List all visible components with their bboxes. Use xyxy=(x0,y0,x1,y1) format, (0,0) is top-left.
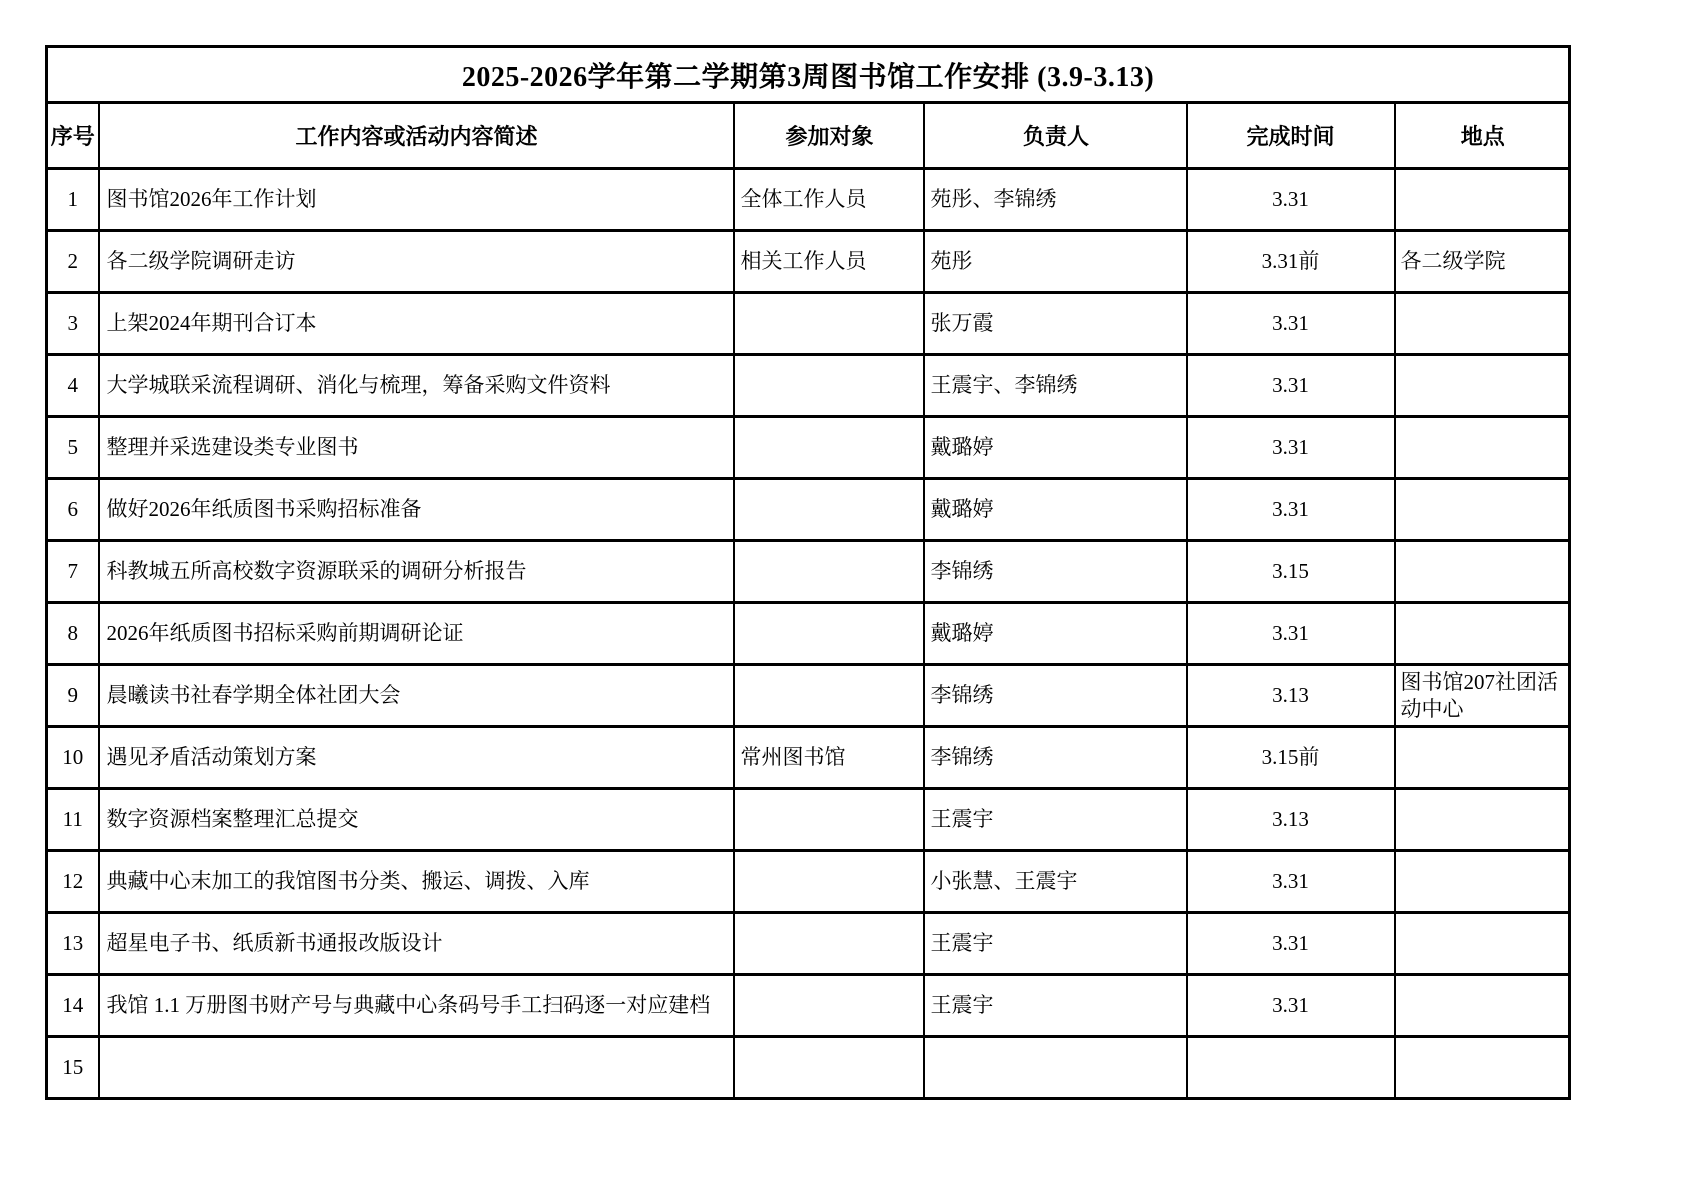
cell-location xyxy=(1395,417,1570,479)
cell-person-in-charge: 王震宇 xyxy=(924,975,1187,1037)
header-work-content: 工作内容或活动内容简述 xyxy=(99,103,734,169)
cell-participants: 相关工作人员 xyxy=(734,231,924,293)
table-row xyxy=(47,169,1570,231)
document-sheet xyxy=(45,45,1571,1100)
cell-location xyxy=(1395,727,1570,789)
cell-completion-time: 3.31 xyxy=(1187,913,1395,975)
cell-work-content: 遇见矛盾活动策划方案 xyxy=(99,727,734,789)
cell-seq-number: 3 xyxy=(47,293,99,355)
cell-completion-time: 3.31 xyxy=(1187,417,1395,479)
cell-work-content: 整理并采选建设类专业图书 xyxy=(99,417,734,479)
cell-completion-time: 3.31 xyxy=(1187,169,1395,231)
cell-participants xyxy=(734,355,924,417)
cell-person-in-charge: 王震宇、李锦绣 xyxy=(924,355,1187,417)
cell-completion-time: 3.31 xyxy=(1187,479,1395,541)
cell-location: 各二级学院 xyxy=(1395,231,1570,293)
cell-location xyxy=(1395,293,1570,355)
cell-work-content: 我馆 1.1 万册图书财产号与典藏中心条码号手工扫码逐一对应建档 xyxy=(99,975,734,1037)
cell-person-in-charge: 小张慧、王震宇 xyxy=(924,851,1187,913)
table-header-row xyxy=(47,103,1570,169)
cell-participants xyxy=(734,1037,924,1099)
table-row xyxy=(47,975,1570,1037)
cell-participants xyxy=(734,665,924,727)
cell-participants xyxy=(734,789,924,851)
table-row xyxy=(47,355,1570,417)
cell-participants xyxy=(734,479,924,541)
cell-location xyxy=(1395,789,1570,851)
cell-completion-time: 3.31 xyxy=(1187,355,1395,417)
table-row xyxy=(47,417,1570,479)
cell-participants xyxy=(734,541,924,603)
table-row xyxy=(47,665,1570,727)
cell-completion-time: 3.15 xyxy=(1187,541,1395,603)
cell-location xyxy=(1395,1037,1570,1099)
cell-work-content: 典藏中心末加工的我馆图书分类、搬运、调拨、入库 xyxy=(99,851,734,913)
cell-work-content: 上架2024年期刊合订本 xyxy=(99,293,734,355)
cell-seq-number: 8 xyxy=(47,603,99,665)
cell-completion-time: 3.31前 xyxy=(1187,231,1395,293)
cell-person-in-charge: 张万霞 xyxy=(924,293,1187,355)
header-completion-time: 完成时间 xyxy=(1187,103,1395,169)
cell-location xyxy=(1395,169,1570,231)
cell-completion-time: 3.13 xyxy=(1187,665,1395,727)
schedule-table xyxy=(45,45,1571,1100)
cell-participants: 常州图书馆 xyxy=(734,727,924,789)
table-row xyxy=(47,1037,1570,1099)
cell-person-in-charge: 王震宇 xyxy=(924,789,1187,851)
cell-person-in-charge: 苑彤 xyxy=(924,231,1187,293)
cell-seq-number: 12 xyxy=(47,851,99,913)
cell-person-in-charge: 戴璐婷 xyxy=(924,479,1187,541)
header-seq-number: 序号 xyxy=(47,103,99,169)
cell-location xyxy=(1395,851,1570,913)
cell-seq-number: 7 xyxy=(47,541,99,603)
page-title: 2025-2026学年第二学期第3周图书馆工作安排 (3.9-3.13) xyxy=(461,61,1155,93)
cell-seq-number: 5 xyxy=(47,417,99,479)
table-row xyxy=(47,851,1570,913)
title-cell xyxy=(47,47,1570,103)
cell-location xyxy=(1395,975,1570,1037)
cell-work-content: 数字资源档案整理汇总提交 xyxy=(99,789,734,851)
cell-seq-number: 6 xyxy=(47,479,99,541)
cell-completion-time: 3.31 xyxy=(1187,975,1395,1037)
cell-person-in-charge: 李锦绣 xyxy=(924,665,1187,727)
cell-completion-time: 3.31 xyxy=(1187,603,1395,665)
cell-work-content: 超星电子书、纸质新书通报改版设计 xyxy=(99,913,734,975)
cell-person-in-charge xyxy=(924,1037,1187,1099)
cell-participants: 全体工作人员 xyxy=(734,169,924,231)
cell-seq-number: 10 xyxy=(47,727,99,789)
cell-seq-number: 2 xyxy=(47,231,99,293)
cell-person-in-charge: 王震宇 xyxy=(924,913,1187,975)
cell-person-in-charge: 苑彤、李锦绣 xyxy=(924,169,1187,231)
cell-seq-number: 13 xyxy=(47,913,99,975)
cell-seq-number: 9 xyxy=(47,665,99,727)
cell-work-content xyxy=(99,1037,734,1099)
cell-completion-time: 3.31 xyxy=(1187,851,1395,913)
cell-person-in-charge: 戴璐婷 xyxy=(924,417,1187,479)
cell-person-in-charge: 戴璐婷 xyxy=(924,603,1187,665)
cell-work-content: 2026年纸质图书招标采购前期调研论证 xyxy=(99,603,734,665)
table-row xyxy=(47,727,1570,789)
table-row xyxy=(47,541,1570,603)
table-row xyxy=(47,479,1570,541)
cell-work-content: 图书馆2026年工作计划 xyxy=(99,169,734,231)
cell-participants xyxy=(734,851,924,913)
cell-location xyxy=(1395,479,1570,541)
cell-participants xyxy=(734,603,924,665)
cell-completion-time xyxy=(1187,1037,1395,1099)
cell-work-content: 做好2026年纸质图书采购招标准备 xyxy=(99,479,734,541)
table-row xyxy=(47,231,1570,293)
cell-work-content: 各二级学院调研走访 xyxy=(99,231,734,293)
cell-participants xyxy=(734,975,924,1037)
cell-seq-number: 4 xyxy=(47,355,99,417)
table-row xyxy=(47,913,1570,975)
cell-completion-time: 3.31 xyxy=(1187,293,1395,355)
cell-participants xyxy=(734,913,924,975)
header-person-in-charge: 负责人 xyxy=(924,103,1187,169)
table-row xyxy=(47,789,1570,851)
cell-location xyxy=(1395,603,1570,665)
cell-work-content: 晨曦读书社春学期全体社团大会 xyxy=(99,665,734,727)
cell-work-content: 大学城联采流程调研、消化与梳理，筹备采购文件资料 xyxy=(99,355,734,417)
cell-person-in-charge: 李锦绣 xyxy=(924,541,1187,603)
table-row xyxy=(47,603,1570,665)
cell-participants xyxy=(734,417,924,479)
cell-location xyxy=(1395,355,1570,417)
cell-location xyxy=(1395,913,1570,975)
header-location: 地点 xyxy=(1395,103,1570,169)
cell-location xyxy=(1395,541,1570,603)
table-body xyxy=(47,169,1570,1099)
cell-work-content: 科教城五所高校数字资源联采的调研分析报告 xyxy=(99,541,734,603)
cell-participants xyxy=(734,293,924,355)
cell-seq-number: 11 xyxy=(47,789,99,851)
table-row xyxy=(47,293,1570,355)
cell-seq-number: 15 xyxy=(47,1037,99,1099)
cell-seq-number: 14 xyxy=(47,975,99,1037)
cell-seq-number: 1 xyxy=(47,169,99,231)
cell-location: 图书馆207社团活动中心 xyxy=(1395,665,1570,727)
cell-person-in-charge: 李锦绣 xyxy=(924,727,1187,789)
title-row xyxy=(47,47,1570,103)
cell-completion-time: 3.15前 xyxy=(1187,727,1395,789)
cell-completion-time: 3.13 xyxy=(1187,789,1395,851)
header-participants: 参加对象 xyxy=(734,103,924,169)
